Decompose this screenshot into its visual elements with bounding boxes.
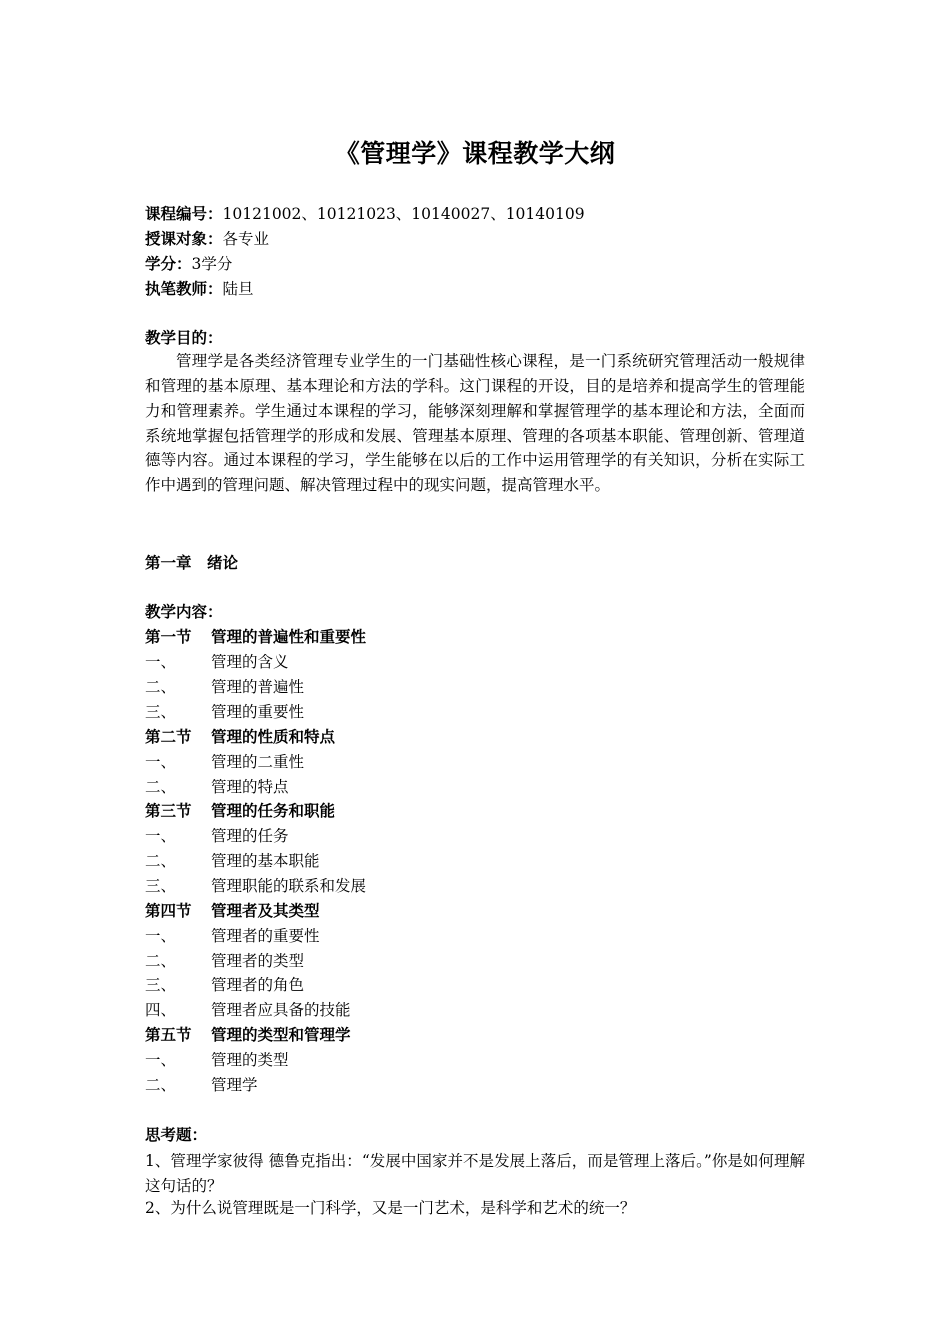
list-number: 二、 <box>145 678 177 696</box>
list-number: 二、 <box>145 1076 177 1094</box>
list-number: 二、 <box>145 778 177 796</box>
list-number: 四、 <box>145 1001 177 1019</box>
content-heading: 教学内容： <box>145 603 223 621</box>
objective-heading: 教学目的： <box>145 329 223 347</box>
list-text: 管理者的角色 <box>211 976 305 994</box>
course-code-value: 10121002、10121023、10140027、10140109 <box>222 205 585 223</box>
credits-label: 学分： <box>145 255 192 273</box>
author-label: 执笔教师： <box>145 280 223 298</box>
list-text: 管理者应具备的技能 <box>211 1001 351 1019</box>
course-code-label: 课程编号： <box>145 205 223 223</box>
list-number: 一、 <box>145 653 177 671</box>
list-item <box>145 1075 258 1095</box>
section-label: 第二节 <box>145 728 192 746</box>
document-title: 《管理学》课程教学大纲 <box>334 139 616 168</box>
list-number: 一、 <box>145 827 177 845</box>
list-number: 三、 <box>145 703 177 721</box>
list-item <box>145 677 304 697</box>
objective-paragraph: 管理学是各类经济管理专业学生的一门基础性核心课程，是一门系统研究管理活动一般规律和管理的基本原理、基本理论和方法的学科。这门课程的开设，目的是培养和提高学生的管理能力和管理素养。学生通过本课程的学习，能够深刻理解和掌握管理学的基本理论和方法，全面而系统地掌握包括管理学的形成和发展、管理基本原理、管理的各项基本职能、管理创新、管理道德等内容。通过本课程的学习，学生能够在以后的工作中运用管理学的有关知识，分析在实际工作中遇到的管理问题、解决管理过程中的现实问题，提高管理水平。 <box>145 352 805 495</box>
section-label: 第一节 <box>145 628 192 646</box>
list-number: 三、 <box>145 976 177 994</box>
author-value: 陆旦 <box>222 280 254 298</box>
list-item <box>145 777 289 797</box>
list-item <box>145 951 304 971</box>
list-item <box>145 851 320 871</box>
list-number: 二、 <box>145 952 177 970</box>
list-text: 管理者的重要性 <box>211 927 320 945</box>
section-title: 管理者及其类型 <box>211 902 320 920</box>
author-line <box>145 279 254 299</box>
list-item <box>145 752 304 772</box>
section-heading <box>145 801 335 821</box>
section-label: 第五节 <box>145 1026 192 1044</box>
audience-value: 各专业 <box>222 230 270 248</box>
list-text: 管理职能的联系和发展 <box>211 877 367 895</box>
list-number: 一、 <box>145 1051 177 1069</box>
audience-line <box>145 229 269 249</box>
list-text: 管理的任务 <box>211 827 289 845</box>
list-item <box>145 652 289 672</box>
question-item: 2、为什么说管理既是一门科学，又是一门艺术，是科学和艺术的统一？ <box>145 1199 636 1217</box>
section-title: 管理的类型和管理学 <box>211 1026 351 1044</box>
credits-line <box>145 254 232 274</box>
section-heading <box>145 627 366 647</box>
section-heading <box>145 727 335 747</box>
section-heading <box>145 901 320 921</box>
section-label: 第三节 <box>145 802 192 820</box>
list-item <box>145 975 304 995</box>
list-item <box>145 926 320 946</box>
list-text: 管理的普遍性 <box>211 678 305 696</box>
section-title: 管理的任务和职能 <box>211 802 336 820</box>
section-title: 管理的性质和特点 <box>211 728 336 746</box>
list-text: 管理的基本职能 <box>211 852 320 870</box>
list-text: 管理者的类型 <box>211 952 305 970</box>
list-text: 管理的重要性 <box>211 703 305 721</box>
list-number: 二、 <box>145 852 177 870</box>
list-item <box>145 876 366 896</box>
section-title: 管理的普遍性和重要性 <box>211 628 367 646</box>
list-number: 三、 <box>145 877 177 895</box>
course-code-line <box>145 204 585 224</box>
section-label: 第四节 <box>145 902 192 920</box>
list-item <box>145 702 304 722</box>
question-item: 1、管理学家彼得 德鲁克指出：“发展中国家并不是发展上落后，而是管理上落后。”你是如何理解这句话的？ <box>145 1152 805 1195</box>
list-number: 一、 <box>145 753 177 771</box>
list-text: 管理的含义 <box>211 653 289 671</box>
list-item <box>145 1050 289 1070</box>
credits-value: 3学分 <box>191 255 233 273</box>
list-number: 一、 <box>145 927 177 945</box>
questions-heading: 思考题： <box>145 1126 208 1144</box>
list-text: 管理的特点 <box>211 778 289 796</box>
section-heading <box>145 1025 351 1045</box>
list-text: 管理学 <box>211 1076 258 1094</box>
list-text: 管理的类型 <box>211 1051 289 1069</box>
list-item <box>145 1000 351 1020</box>
audience-label: 授课对象： <box>145 230 223 248</box>
list-item <box>145 826 289 846</box>
chapter-title: 第一章 绪论 <box>145 554 239 572</box>
list-text: 管理的二重性 <box>211 753 305 771</box>
